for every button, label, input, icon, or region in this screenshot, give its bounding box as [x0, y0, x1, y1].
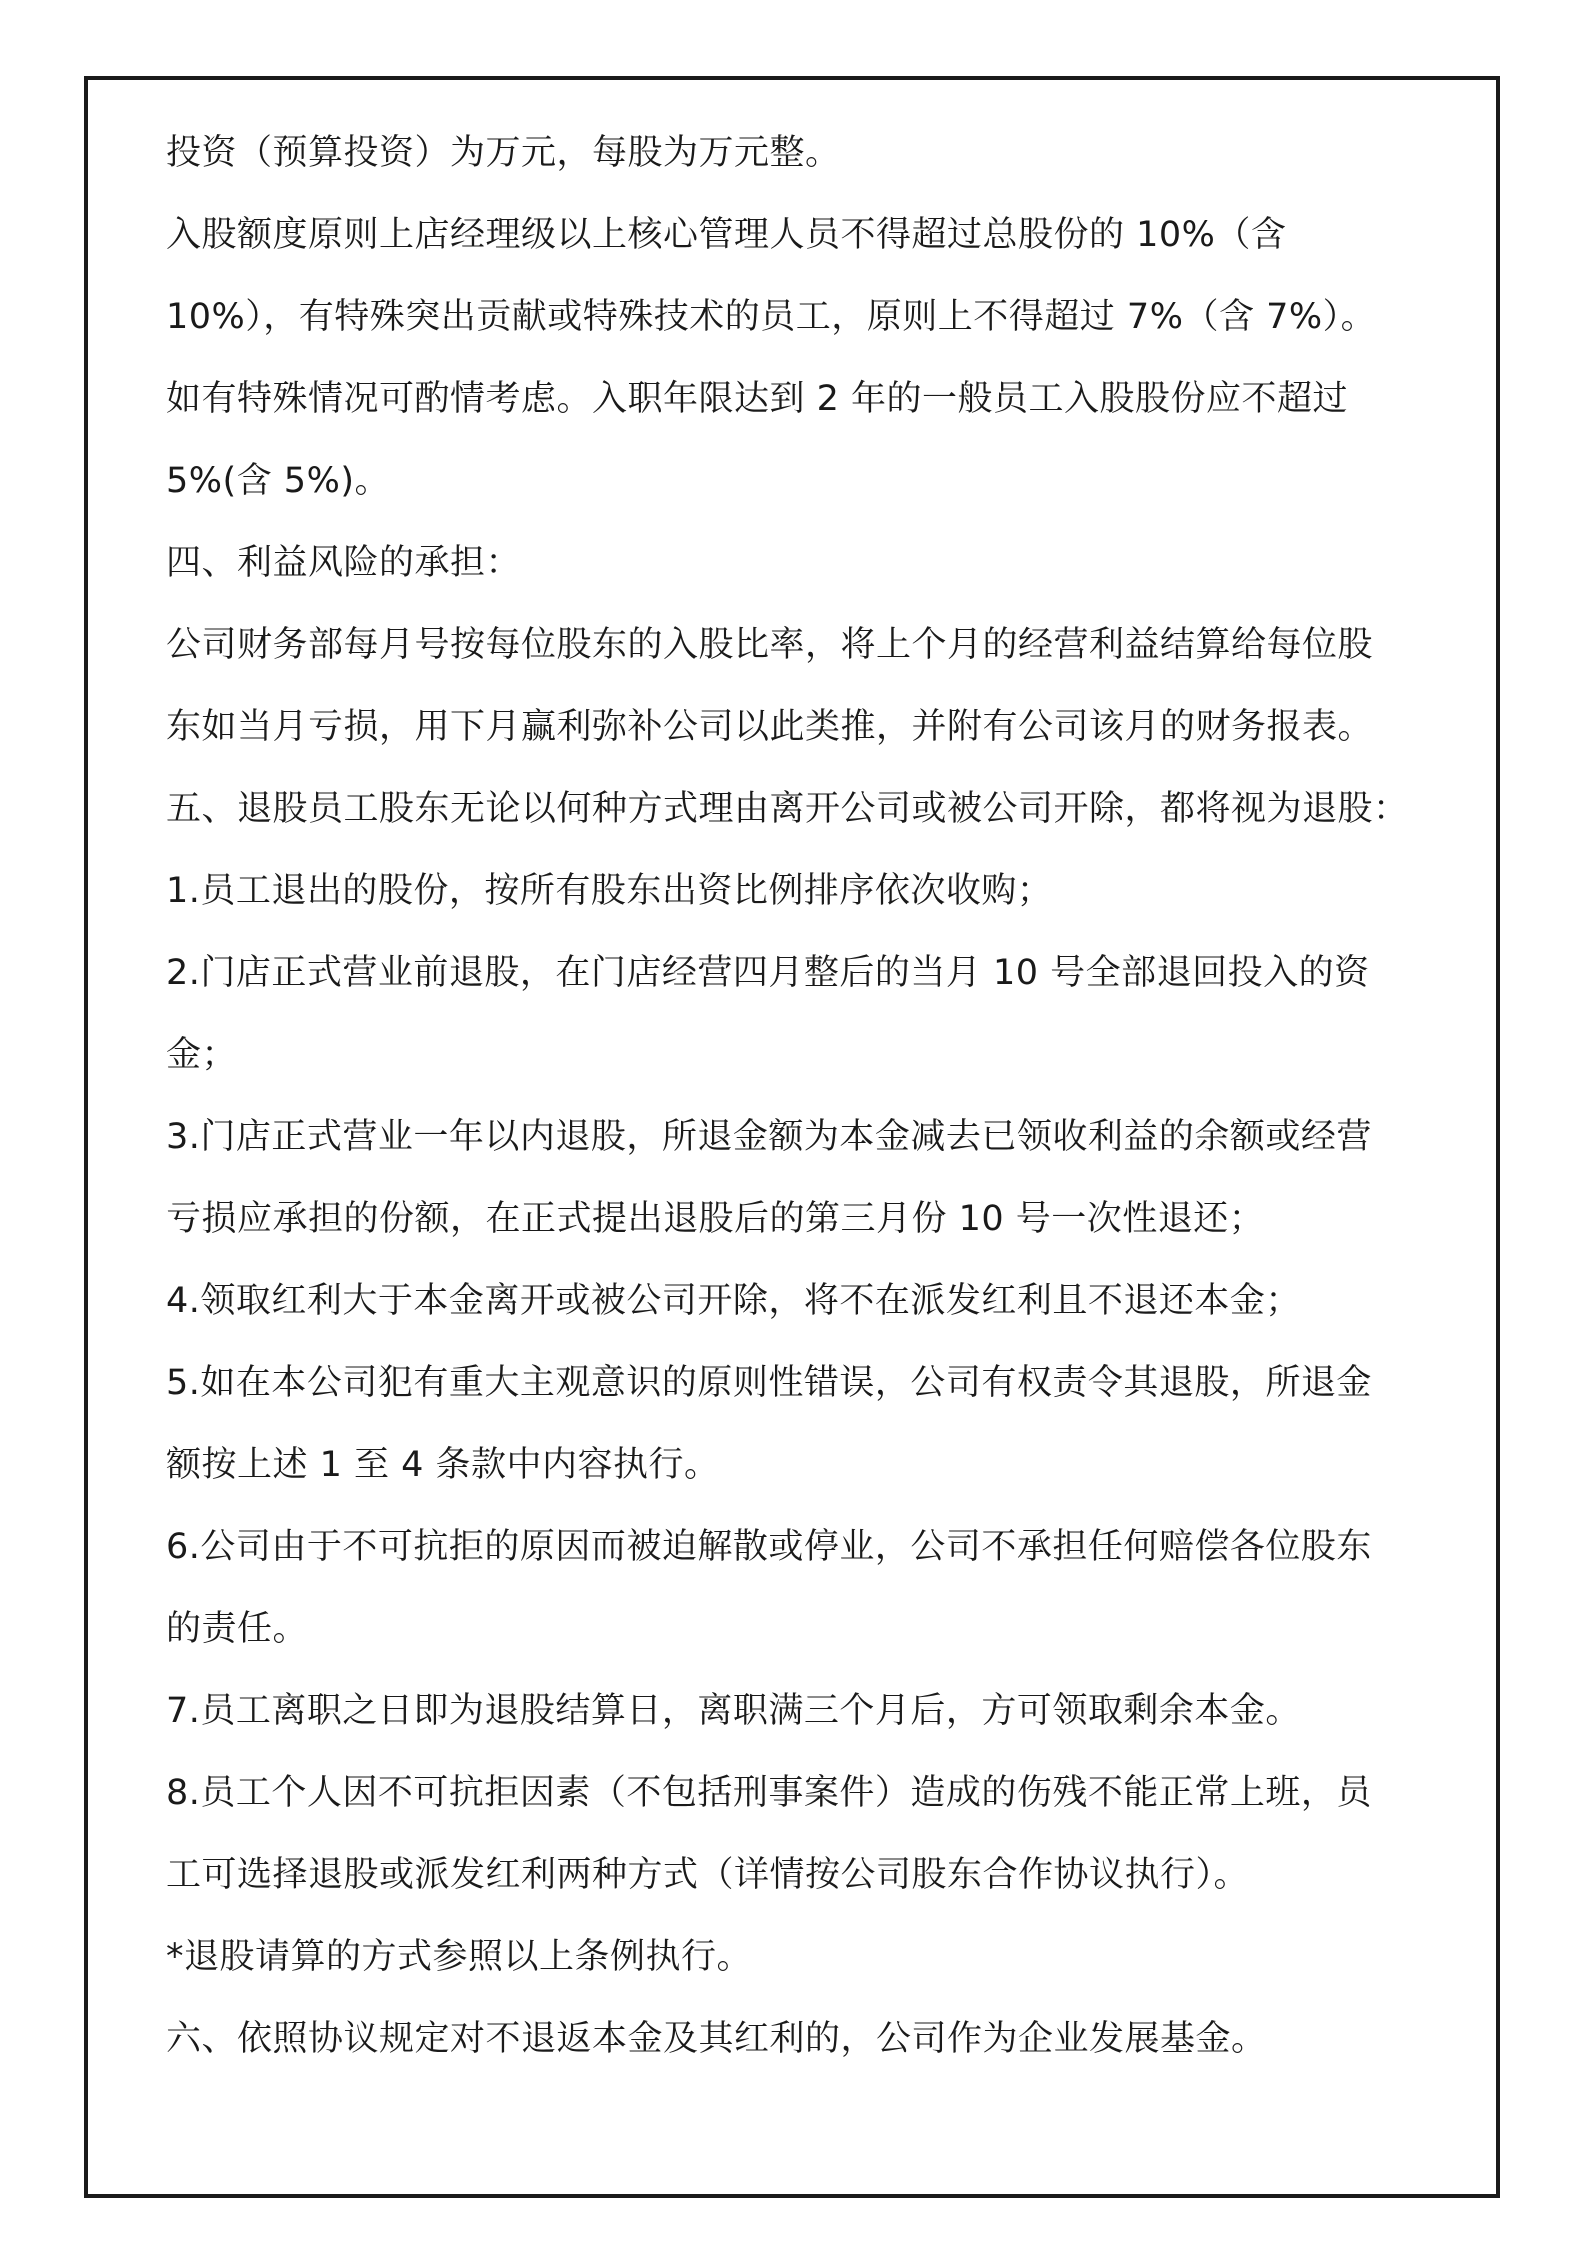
- text-line: 如有特殊情况可酌情考虑。入职年限达到 2 年的一般员工入股股份应不超过: [166, 379, 1349, 419]
- text-line: 投资（预算投资）为万元，每股为万元整。: [166, 133, 841, 173]
- list-item-continuation: 额按上述 1 至 4 条款中内容执行。: [166, 1445, 720, 1485]
- list-item-continuation: 的责任。: [166, 1609, 309, 1649]
- document-body: [166, 112, 1430, 2080]
- list-item: 8.员工个人因不可抗拒因素（不包括刑事案件）造成的伤残不能正常上班，员: [166, 1773, 1372, 1813]
- list-item-continuation: 工可选择退股或派发红利两种方式（详情按公司股东合作协议执行）。: [166, 1855, 1250, 1895]
- list-item: 2.门店正式营业前退股，在门店经营四月整后的当月 10 号全部退回投入的资: [166, 953, 1370, 993]
- note-line: *退股请算的方式参照以上条例执行。: [166, 1937, 753, 1977]
- text-line: 东如当月亏损，用下月赢利弥补公司以此类推，并附有公司该月的财务报表。: [166, 707, 1374, 747]
- text-line: 公司财务部每月号按每位股东的入股比率，将上个月的经营利益结算给每位股: [166, 625, 1374, 665]
- list-item: 1.员工退出的股份，按所有股东出资比例排序依次收购；: [166, 871, 1053, 911]
- list-item: 6.公司由于不可抗拒的原因而被迫解散或停业，公司不承担任何赔偿各位股东: [166, 1527, 1372, 1567]
- section-heading: 四、利益风险的承担：: [166, 543, 522, 583]
- section-heading: 六、依照协议规定对不退返本金及其红利的，公司作为企业发展基金。: [166, 2019, 1267, 2059]
- text-line: 10%），有特殊突出贡献或特殊技术的员工，原则上不得超过 7%（含 7%）。: [166, 297, 1377, 337]
- list-item: 3.门店正式营业一年以内退股，所退金额为本金减去已领收利益的余额或经营: [166, 1117, 1372, 1157]
- section-heading: 五、退股员工股东无论以何种方式理由离开公司或被公司开除，都将视为退股：: [166, 789, 1409, 829]
- list-item: 5.如在本公司犯有重大主观意识的原则性错误，公司有权责令其退股，所退金: [166, 1363, 1372, 1403]
- list-item-continuation: 亏损应承担的份额，在正式提出退股后的第三月份 10 号一次性退还；: [166, 1199, 1265, 1239]
- list-item-continuation: 金；: [166, 1035, 238, 1075]
- list-item: 4.领取红利大于本金离开或被公司开除，将不在派发红利且不退还本金；: [166, 1281, 1301, 1321]
- text-line: 入股额度原则上店经理级以上核心管理人员不得超过总股份的 10%（含: [166, 215, 1287, 255]
- list-item: 7.员工离职之日即为退股结算日，离职满三个月后，方可领取剩余本金。: [166, 1691, 1301, 1731]
- text-line: 5%(含 5%)。: [166, 461, 390, 501]
